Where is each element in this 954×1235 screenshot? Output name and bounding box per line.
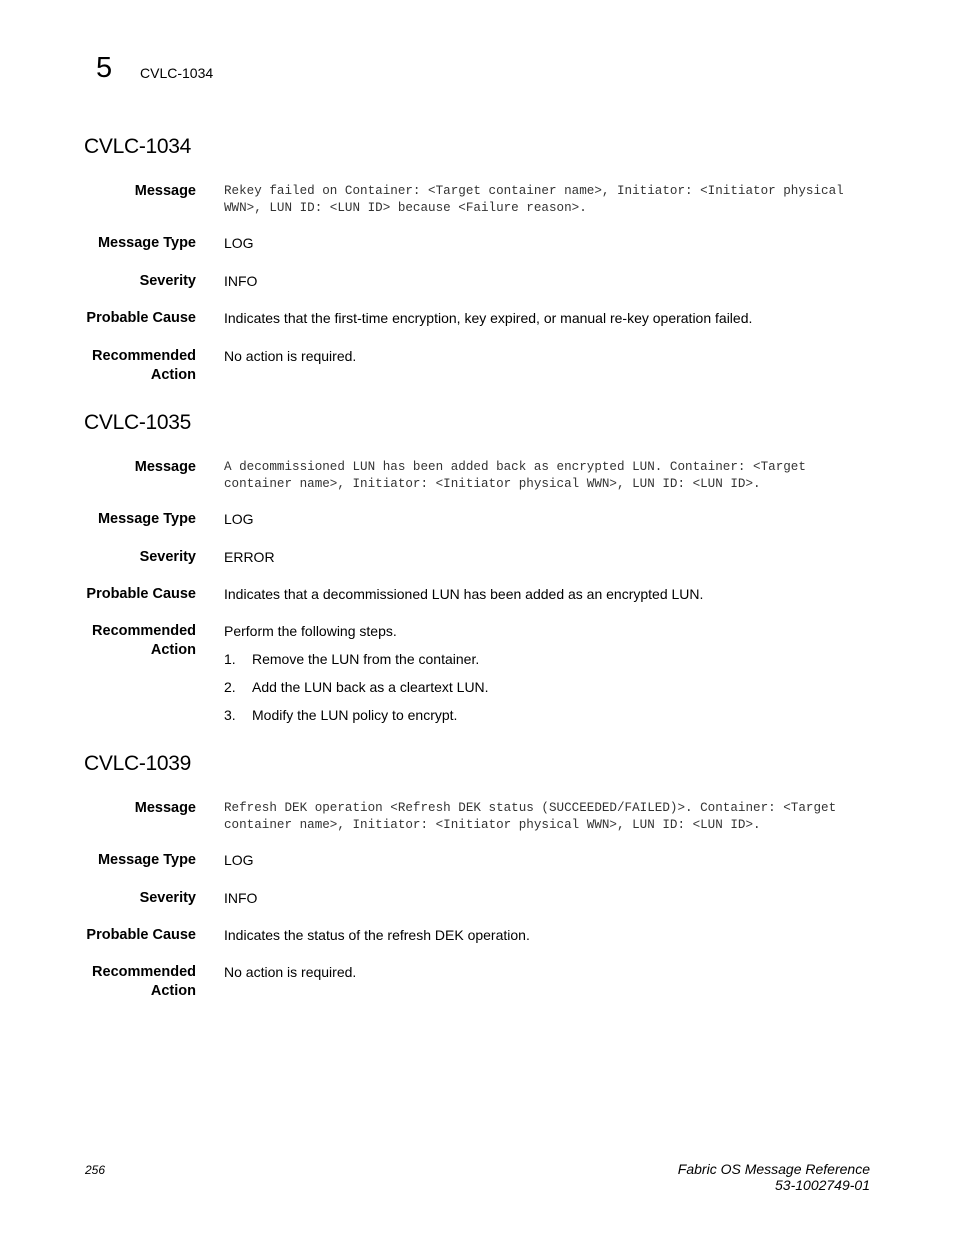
doc-title: Fabric OS Message Reference: [677, 1161, 870, 1177]
recommended-action-label: [66, 622, 196, 660]
recommended-action-label: [66, 963, 196, 1001]
step-number: 2.: [224, 679, 236, 695]
section-title: CVLC-1039: [84, 752, 192, 775]
label-line: Recommended: [92, 348, 196, 364]
severity-value: ERROR: [224, 549, 275, 565]
step-text: Add the LUN back as a cleartext LUN.: [252, 679, 489, 695]
message-text: Refresh DEK operation <Refresh DEK status (SUCCEEDED/FAILED)>. Container: <Target container name>, Initiator: <Initiator physical WWN>, LUN ID: <LUN ID>.: [224, 801, 837, 832]
severity-label: Severity: [139, 273, 196, 289]
message-type-label: Message Type: [97, 852, 196, 868]
message-type-label: Message Type: [97, 235, 196, 251]
message-text: A decommissioned LUN has been added back as encrypted LUN. Container: <Target container name>, Initiator: <Initiator physical WWN>, LUN ID: <LUN ID>.: [224, 460, 806, 491]
message-label: Message: [134, 459, 196, 475]
list-item: [224, 650, 874, 678]
message-text: Rekey failed on Container: <Target container name>, Initiator: <Initiator physical WWN>, LUN ID: <LUN ID> because <Failure reason>.: [224, 184, 844, 215]
section-title: CVLC-1035: [84, 411, 192, 434]
step-text: Remove the LUN from the container.: [252, 651, 480, 667]
message-type-value: LOG: [224, 852, 254, 868]
recommended-action-intro: Perform the following steps.: [224, 623, 397, 639]
probable-cause-label: Probable Cause: [86, 310, 196, 326]
severity-label: Severity: [139, 549, 196, 565]
message-type-value: LOG: [224, 235, 254, 251]
probable-cause-value: Indicates that the first-time encryption, key expired, or manual re-key operation failed.: [224, 310, 753, 326]
step-number: 3.: [224, 707, 236, 723]
severity-label: Severity: [139, 890, 196, 906]
section-title: CVLC-1034: [84, 135, 192, 158]
running-title: CVLC-1034: [140, 65, 214, 81]
list-item: [224, 678, 874, 706]
label-line: Recommended: [92, 623, 196, 639]
recommended-action-value: [224, 622, 874, 734]
label-line: Action: [150, 367, 196, 383]
doc-number: 53-1002749-01: [775, 1177, 870, 1193]
message-label: Message: [134, 800, 196, 816]
label-line: Action: [150, 642, 196, 658]
severity-value: INFO: [224, 273, 258, 289]
footer-doc-info: [678, 1161, 870, 1193]
probable-cause-label: Probable Cause: [86, 927, 196, 943]
severity-value: INFO: [224, 890, 258, 906]
list-item: [224, 706, 874, 734]
chapter-number: 5: [96, 52, 113, 84]
label-line: Recommended: [92, 964, 196, 980]
recommended-action-value: No action is required.: [224, 964, 357, 980]
label-line: Action: [150, 983, 196, 999]
recommended-action-label: [66, 347, 196, 385]
step-number: 1.: [224, 651, 236, 667]
page-number: 256: [85, 1163, 106, 1177]
probable-cause-value: Indicates that a decommissioned LUN has been added as an encrypted LUN.: [224, 586, 704, 602]
recommended-action-value: No action is required.: [224, 348, 357, 364]
message-type-value: LOG: [224, 511, 254, 527]
probable-cause-label: Probable Cause: [86, 586, 196, 602]
message-label: Message: [134, 183, 196, 199]
message-type-label: Message Type: [97, 511, 196, 527]
steps-list: [224, 650, 874, 734]
probable-cause-value: Indicates the status of the refresh DEK operation.: [224, 927, 530, 943]
step-text: Modify the LUN policy to encrypt.: [252, 707, 458, 723]
